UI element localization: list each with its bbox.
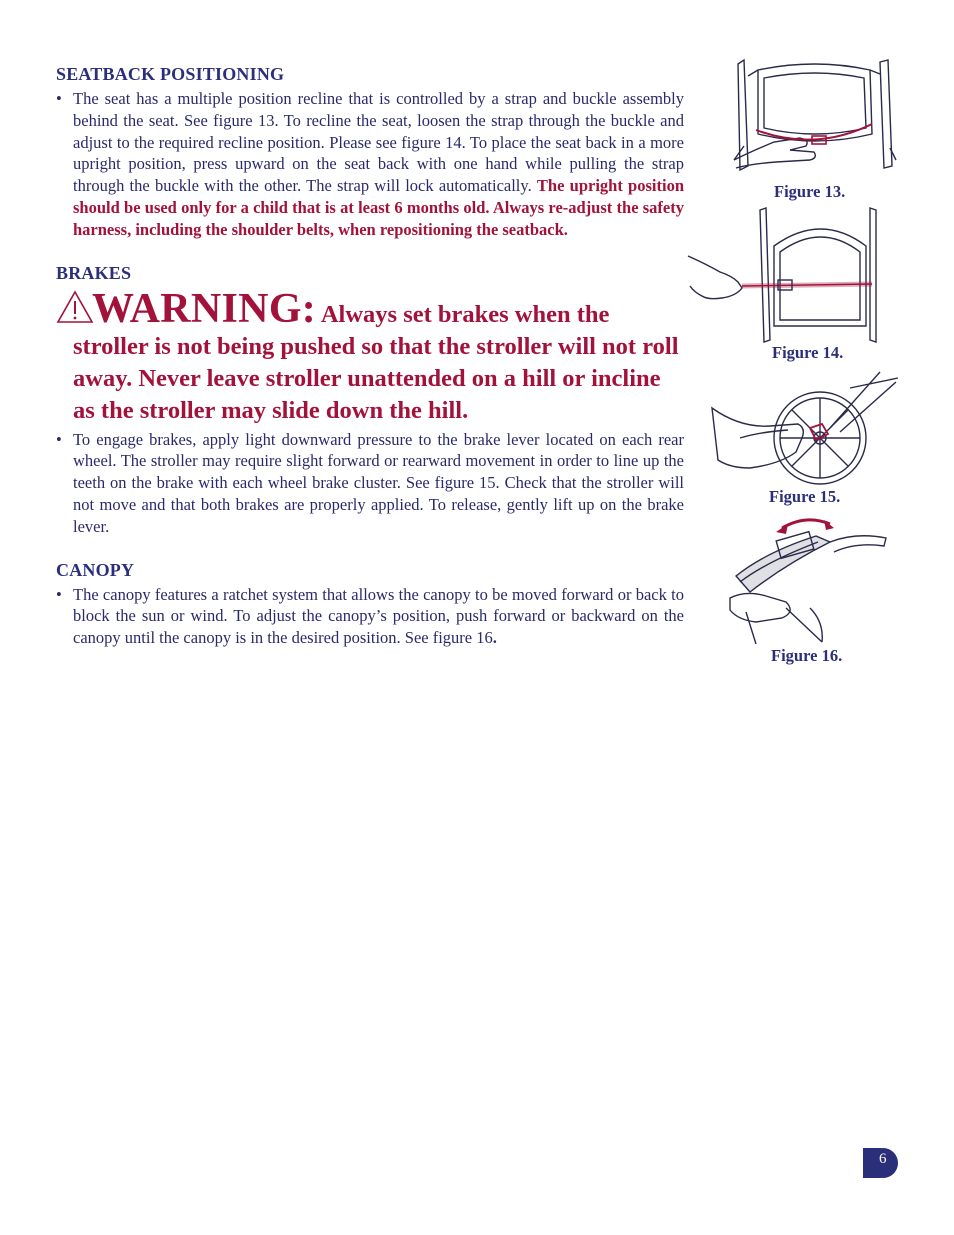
figure-16-illustration (726, 512, 892, 650)
figure-15-caption: Figure 15. (769, 487, 841, 506)
warning-triangle-icon (56, 290, 94, 324)
figure-13-illustration (730, 56, 900, 178)
figure-16-caption: Figure 16. (771, 646, 843, 665)
seatback-text: The seat has a multiple position recline that is controlled by a strap and buckle assembly behind the seat. See figure 13. To recline the seat, loosen the strap through the buckle and adjust to the required recline position. Please see figure 14. To place the seat back in a more upright position, press upward on the seat back with one hand while pulling the strap through the buckle with the other. The strap will lock automatically. (73, 89, 684, 196)
seatback-emphasis: The upright position should be used only for a child that is at least 6 months old. Always re-adjust the safety harness, including the shoulder belts, when repositioning the seatback. (73, 176, 684, 239)
warning-rest-text: stroller is not being pushed so that the stroller will not roll away. Never leave stroller unattended on a hill or incline as the stroller may slide down the hill. (73, 332, 679, 424)
brakes-bullet (56, 429, 684, 538)
figure-13-caption: Figure 13. (774, 182, 846, 201)
bullet-dot: • (56, 584, 62, 604)
brakes-heading: BRAKES (56, 262, 132, 283)
warning-first-text: Always set brakes when the (316, 300, 610, 328)
bullet-dot: • (56, 429, 62, 449)
figure-14-caption: Figure 14. (772, 343, 844, 362)
warning-word: WARNING: (92, 285, 317, 332)
canopy-text: The canopy features a ratchet system that allows the canopy to be moved forward or back to block the sun or wind. To adjust the canopy’s position, push forward or backward on the canopy until the canopy is in the desired position. See figure 16 (73, 584, 684, 648)
canopy-bullet (56, 584, 684, 649)
main-text-column (56, 64, 684, 671)
figure-15-illustration (710, 368, 900, 490)
seatback-bullet (56, 88, 684, 241)
brakes-text: To engage brakes, apply light downward pressure to the brake lever located on each rear wheel. The stroller may require slight forward or rearward movement in order to line up the teeth on the brake with each wheel brake cluster. See figure 15. Check that the stroller will not move and that both brakes are properly applied. To release, gently lift up on the brake lever. (73, 429, 684, 536)
page-number: 6 (879, 1151, 887, 1167)
warning-first-line (56, 285, 610, 332)
brakes-section (56, 263, 684, 538)
brakes-warning (56, 285, 684, 427)
canopy-text-end: . (492, 628, 497, 648)
canopy-section (56, 560, 684, 649)
bullet-dot: • (56, 89, 62, 108)
canopy-heading: CANOPY (56, 559, 135, 580)
seatback-section (56, 64, 684, 241)
figure-14-illustration (686, 206, 884, 344)
seatback-heading: SEATBACK POSITIONING (56, 64, 285, 84)
